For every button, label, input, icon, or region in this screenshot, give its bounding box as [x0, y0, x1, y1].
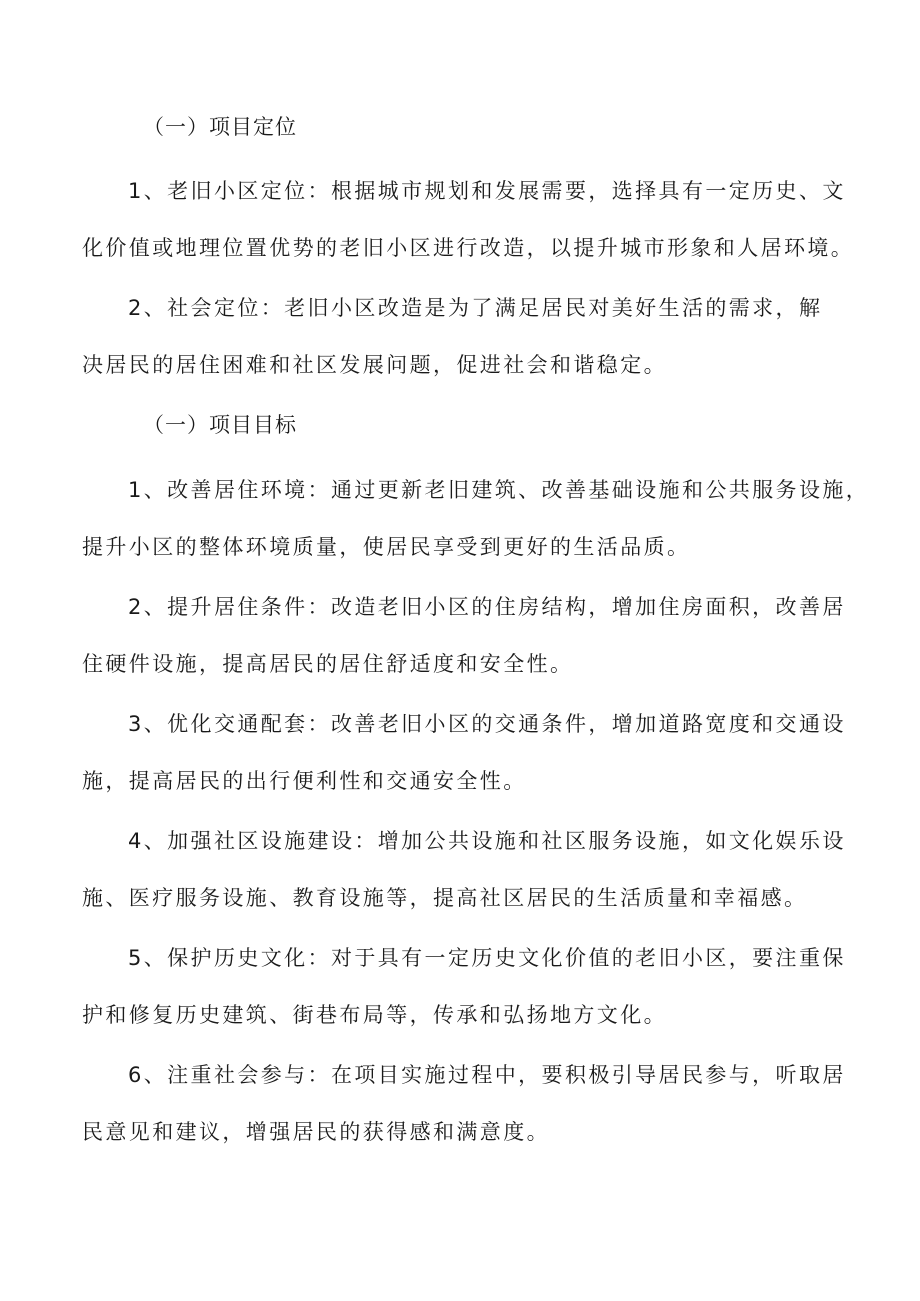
- paragraph-line: 1、老旧小区定位：根据城市规划和发展需要，选择具有一定历史、文: [128, 179, 846, 203]
- paragraph-community-positioning: [82, 163, 855, 277]
- paragraph-goal-3: [82, 696, 846, 810]
- paragraph-line: 民意见和建议，增强居民的获得感和满意度。: [82, 1120, 550, 1144]
- paragraph-line: 6、注重社会参与：在项目实施过程中，要积极引导居民参与，听取居: [128, 1063, 846, 1087]
- paragraph-line: 住硬件设施，提高居民的居住舒适度和安全性。: [82, 652, 574, 676]
- paragraph-line: 5、保护历史文化：对于具有一定历史文化价值的老旧小区，要注重保: [128, 946, 846, 970]
- section-heading-positioning: （一）项目定位: [143, 115, 297, 139]
- paragraph-line: 2、社会定位：老旧小区改造是为了满足居民对美好生活的需求，解: [128, 296, 823, 320]
- paragraph-goal-5: [82, 930, 846, 1044]
- paragraph-line: 2、提升居住条件：改造老旧小区的住房结构，增加住房面积，改善居: [128, 595, 846, 619]
- paragraph-goal-2: [82, 579, 846, 693]
- paragraph-goal-1: [82, 462, 870, 576]
- paragraph-line: 护和修复历史建筑、街巷布局等，传承和弘扬地方文化。: [82, 1003, 667, 1027]
- paragraph-line: 提升小区的整体环境质量，使居民享受到更好的生活品质。: [82, 535, 691, 559]
- paragraph-line: 3、优化交通配套：改善老旧小区的交通条件，增加道路宽度和交通设: [128, 712, 846, 736]
- paragraph-line: 决居民的居住困难和社区发展问题，促进社会和谐稳定。: [82, 353, 667, 377]
- paragraph-line: 4、加强社区设施建设：增加公共设施和社区服务设施，如文化娱乐设: [128, 829, 846, 853]
- paragraph-line: 化价值或地理位置优势的老旧小区进行改造，以提升城市形象和人居环境。: [82, 236, 855, 260]
- paragraph-line: 施，提高居民的出行便利性和交通安全性。: [82, 769, 527, 793]
- paragraph-line: 施、医疗服务设施、教育设施等，提高社区居民的生活质量和幸福感。: [82, 886, 808, 910]
- section-heading-goals: （一）项目目标: [143, 413, 297, 437]
- paragraph-goal-4: [82, 813, 846, 927]
- paragraph-goal-6: [82, 1047, 846, 1161]
- paragraph-line: 1、改善居住环境：通过更新老旧建筑、改善基础设施和公共服务设施，: [128, 478, 870, 502]
- paragraph-social-positioning: [82, 280, 842, 394]
